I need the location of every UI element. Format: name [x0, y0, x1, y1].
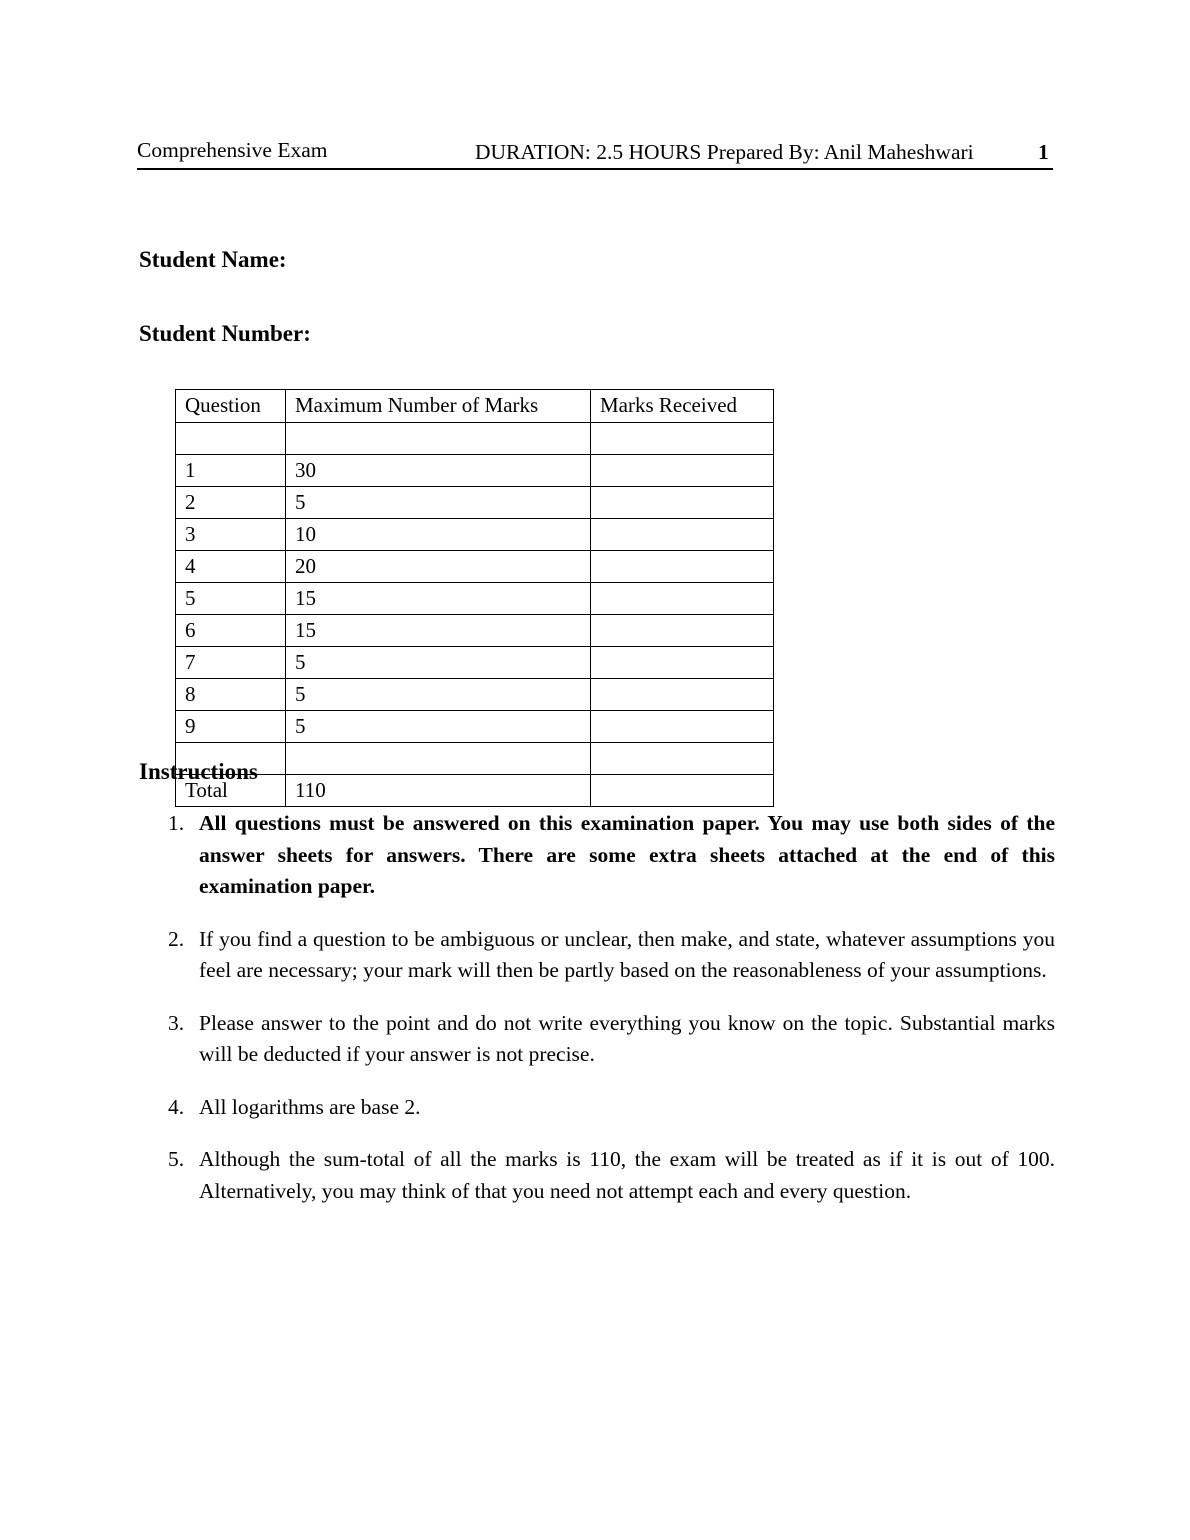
marks-table: [175, 389, 774, 807]
table-row-total: [176, 775, 774, 807]
header-center-title: DURATION: 2.5 HOURS Prepared By: Anil Maheshwari: [475, 140, 974, 164]
marks-table-gap-total: [176, 743, 774, 775]
list-item-text: If you find a question to be ambiguous or unclear, then make, and state, whatever assumptions you feel are necessary; your mark will then be partly based on the reasonableness of your assumptions.: [199, 926, 1055, 982]
student-name-label: Student Name:: [139, 247, 287, 272]
marks-table-header: [176, 390, 774, 423]
table-spacer: [176, 423, 774, 455]
cell-received[interactable]: [591, 487, 774, 519]
marks-table-body: [176, 455, 774, 743]
column-header-maximum-marks: Maximum Number of Marks: [286, 390, 591, 423]
table-row: [176, 487, 774, 519]
cell-total-maximum: 110: [286, 775, 591, 807]
student-number-label: Student Number:: [139, 321, 311, 346]
cell-question: 3: [176, 519, 286, 551]
list-item-marker: 4.: [168, 1094, 185, 1119]
cell-received[interactable]: [591, 519, 774, 551]
cell-question: 9: [176, 711, 286, 743]
table-row: [176, 455, 774, 487]
table-row: [176, 679, 774, 711]
page-number: 1: [1038, 140, 1049, 164]
cell-total-label: Total: [176, 775, 286, 807]
cell-maximum: 15: [286, 615, 591, 647]
cell-received[interactable]: [591, 679, 774, 711]
table-row: [176, 711, 774, 743]
table-spacer: [176, 743, 774, 775]
list-item: [168, 924, 1055, 987]
table-row: [176, 615, 774, 647]
instructions-list: [168, 808, 1055, 1228]
cell-received[interactable]: [591, 583, 774, 615]
cell-question: 8: [176, 679, 286, 711]
marks-table-total: [176, 775, 774, 807]
cell-received[interactable]: [591, 615, 774, 647]
cell-question: 6: [176, 615, 286, 647]
list-item-marker: 1.: [168, 811, 185, 835]
cell-question: 5: [176, 583, 286, 615]
cell-maximum: 10: [286, 519, 591, 551]
cell-total-received[interactable]: [591, 775, 774, 807]
list-item: [168, 808, 1055, 903]
table-row: [176, 583, 774, 615]
cell-maximum: 30: [286, 455, 591, 487]
list-item-marker: 5.: [168, 1147, 185, 1171]
cell-question: 2: [176, 487, 286, 519]
cell-question: 4: [176, 551, 286, 583]
column-header-marks-received: Marks Received: [591, 390, 774, 423]
marks-table-container: [175, 389, 773, 807]
list-item: [168, 1092, 1055, 1124]
list-item-text: Please answer to the point and do not write everything you know on the topic. Substantial marks will be deducted if your answer is not precise.: [199, 1010, 1055, 1066]
cell-maximum: 20: [286, 551, 591, 583]
list-item-text: All logarithms are base 2.: [199, 1094, 421, 1119]
cell-maximum: 5: [286, 679, 591, 711]
cell-question: 1: [176, 455, 286, 487]
cell-maximum: 5: [286, 647, 591, 679]
table-row: [176, 519, 774, 551]
list-item-text: All questions must be answered on this examination paper. You may use both sides of the answer sheets for answers. There are some extra sheets attached at the end of this examination paper.: [199, 811, 1055, 898]
table-header-row: [176, 390, 774, 423]
cell-maximum: 5: [286, 711, 591, 743]
table-row: [176, 647, 774, 679]
list-item-marker: 3.: [168, 1010, 185, 1035]
cell-question: 7: [176, 647, 286, 679]
header-rule-divider: [137, 168, 1053, 170]
list-item-text: Although the sum-total of all the marks is 110, the exam will be treated as if it is out of 100. Alternatively, you may think of that you need not attempt each and every question.: [199, 1147, 1055, 1203]
cell-received[interactable]: [591, 647, 774, 679]
table-row: [176, 551, 774, 583]
list-item: [168, 1008, 1055, 1071]
cell-received[interactable]: [591, 711, 774, 743]
list-item: [168, 1144, 1055, 1207]
marks-table-gap: [176, 423, 774, 455]
list-item-marker: 2.: [168, 926, 185, 951]
cell-maximum: 15: [286, 583, 591, 615]
header-left-title: Comprehensive Exam: [137, 138, 328, 162]
cell-received[interactable]: [591, 455, 774, 487]
cell-maximum: 5: [286, 487, 591, 519]
cell-received[interactable]: [591, 551, 774, 583]
instructions-heading: Instructions: [139, 759, 258, 784]
column-header-question: Question: [176, 390, 286, 423]
